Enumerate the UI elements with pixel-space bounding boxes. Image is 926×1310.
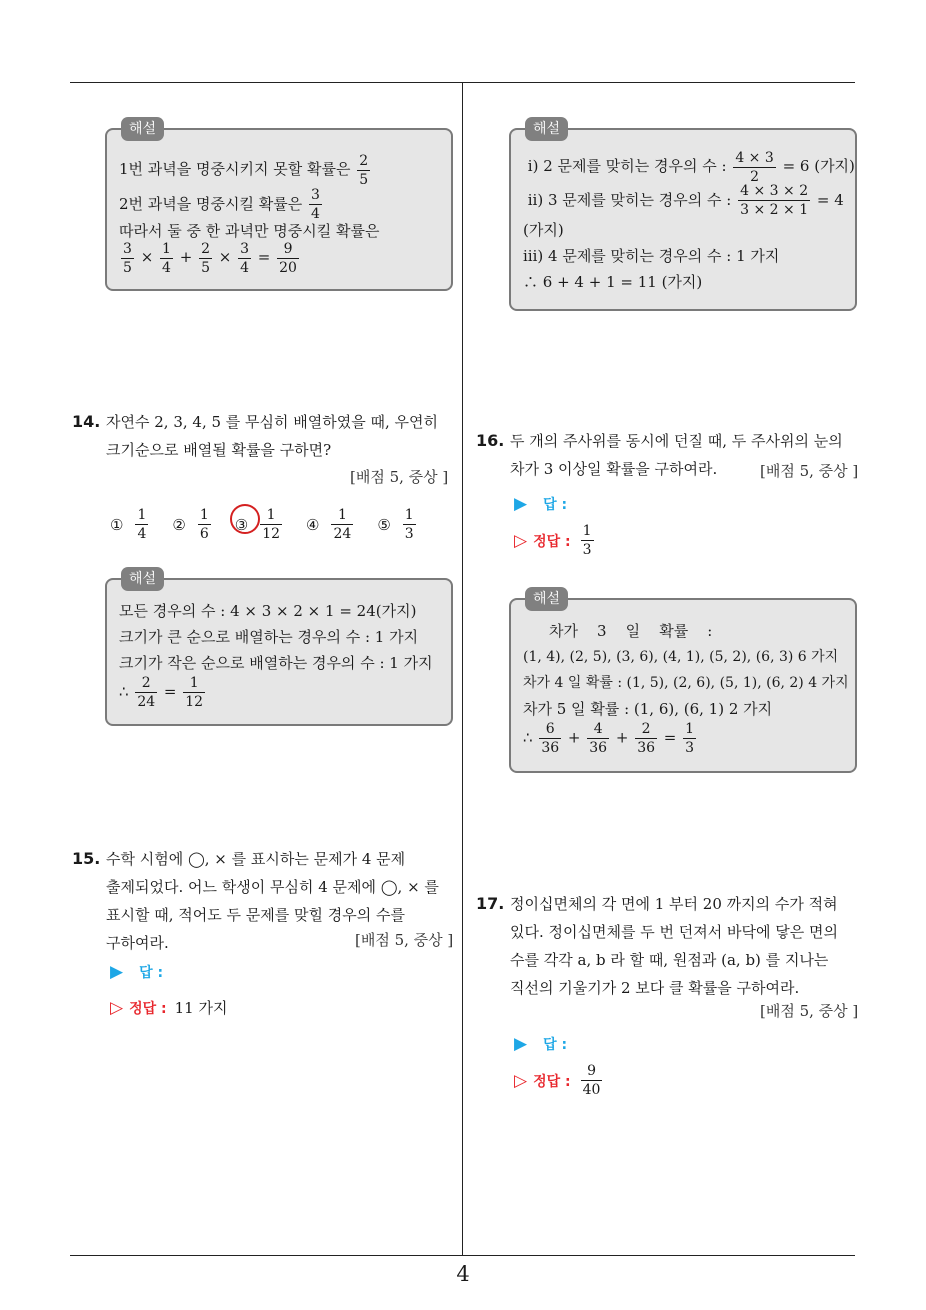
question-number: 14. [72, 412, 101, 431]
choice-5[interactable]: ⑤ $\frac{1}{3}$ [377, 507, 414, 542]
bottom-rule [70, 1255, 855, 1256]
solution-box-16 [509, 591, 857, 773]
solution-line: 2번 과녁을 명중시킬 확률은 $\frac{3}{4}$ [119, 187, 320, 222]
solution-line: 1번 과녁을 명중시키지 못할 확률은 $\frac{2}{5}$ [119, 152, 369, 188]
fraction: $\frac{2}{24}$ [137, 675, 156, 710]
question-text: 수를 각각 a, b 라 할 때, 원점과 (a, b) 를 지나는 [510, 951, 829, 969]
solution-line: 크기가 작은 순으로 배열하는 경우의 수 : 1 가지 [119, 654, 433, 672]
fraction: $\frac{3}{5}$ [123, 240, 132, 276]
choice-4[interactable]: ④ $\frac{1}{24}$ [306, 507, 352, 542]
fraction: $\frac{4 \times 3}{2}$ [735, 149, 774, 185]
question-text: 두 개의 주사위를 동시에 던질 때, 두 주사위의 눈의 [510, 432, 843, 450]
correct-answer: 11 가지 [174, 999, 228, 1017]
question-text: 있다. 정이십면체를 두 번 던져서 바닥에 닿은 면의 [510, 923, 838, 941]
fraction: $\frac{1}{12}$ [185, 675, 204, 710]
question-text: 구하여라. [106, 934, 169, 952]
correct-label: 정답 : [533, 1073, 571, 1090]
score-meta: [배점 5, 중상 ] [760, 1002, 859, 1020]
answer-row [514, 494, 567, 514]
score-meta: [배점 5, 중상 ] [355, 931, 454, 949]
play-triangle-icon: ▶ [514, 494, 528, 514]
solution-box-13 [105, 121, 453, 291]
solution-line: 차가 3 일 확률 : [549, 622, 713, 640]
answer-label: 답 : [543, 497, 568, 513]
question-text: 차가 3 이상일 확률을 구하여라. [510, 460, 718, 478]
solution-line: ⅲ) 4 문제를 맞히는 경우의 수 : 1 가지 [523, 247, 780, 265]
choice-1[interactable]: ① $\frac{1}{4}$ [110, 507, 147, 542]
page-number: 4 [456, 1262, 470, 1286]
question-text: 표시할 때, 적어도 두 문제를 맞힐 경우의 수를 [106, 906, 405, 924]
solution-line: 크기가 큰 순으로 배열하는 경우의 수 : 1 가지 [119, 628, 419, 646]
correct-answer: $\frac{9}{40}$ [582, 1063, 601, 1098]
correct-label: 정답 : [533, 533, 571, 550]
score-meta: [배점 5, 중상 ] [760, 462, 859, 480]
answer-circle-mark [230, 504, 260, 534]
explain-tag: 해설 [121, 567, 164, 591]
fraction: $\frac{1}{3}$ [685, 721, 695, 756]
fraction: $\frac{2}{5}$ [201, 240, 210, 276]
question-text: 정이십면체의 각 면에 1 부터 20 까지의 수가 적혀 [510, 895, 838, 913]
outline-triangle-icon: ▷ [514, 530, 528, 551]
correct-answer: $\frac{1}{3}$ [582, 523, 592, 558]
question-17 [476, 890, 861, 1002]
question-text: 직선의 기울기가 2 보다 클 확률을 구하여라. [510, 979, 800, 997]
choice-3[interactable]: ③ $\frac{1}{12}$ [235, 508, 284, 541]
question-14 [72, 408, 457, 464]
choice-2[interactable]: ② $\frac{1}{6}$ [172, 507, 209, 542]
score-meta: [배점 5, 중상 ] [350, 468, 449, 486]
solution-line: $\frac{3}{5}$ × $\frac{1}{4}$ + $\frac{2}{5}$ × $\frac{3}{4}$ = $\frac{9}{20}$ [123, 240, 297, 276]
solution-line: ⅱ) 3 문제를 맞히는 경우의 수 : $\frac{4 \times 3 \times 2}{3 \times 2 \times 1}$ = 4 [527, 183, 844, 218]
explain-tag: 해설 [121, 117, 164, 141]
solution-line: 모든 경우의 수 : 4 × 3 × 2 × 1 = 24(가지) [119, 602, 417, 620]
fraction: $\frac{1}{4}$ [162, 240, 171, 276]
fraction: $\frac{4}{36}$ [589, 721, 608, 756]
answer-label: 답 : [139, 965, 164, 981]
explain-tag: 해설 [525, 117, 568, 141]
question-number: 16. [476, 431, 505, 450]
solution-box-14 [105, 571, 453, 726]
play-triangle-icon: ▶ [110, 962, 124, 982]
solution-line: ⅰ) 2 문제를 맞히는 경우의 수 : $\frac{4 \times 3}{2}$ = 6 (가지) [527, 149, 855, 185]
correct-label: 정답 : [129, 1000, 167, 1017]
fraction: $\frac{4 \times 3 \times 2}{3 \times 2 \times 1}$ [740, 183, 809, 218]
fraction: $\frac{3}{4}$ [311, 187, 320, 222]
solution-line: 따라서 둘 중 한 과녁만 명중시킬 확률은 [119, 222, 380, 240]
correct-answer-row [514, 1064, 604, 1097]
solution-line: (1, 4), (2, 5), (3, 6), (4, 1), (5, 2), (6, 3) 6 가지 [523, 649, 839, 665]
question-text: 자연수 2, 3, 4, 5 를 무심히 배열하였을 때, 우연히 [106, 413, 439, 431]
column-divider [462, 83, 463, 1255]
fraction: $\frac{2}{36}$ [637, 721, 656, 756]
correct-answer-row [110, 997, 227, 1018]
solution-line: (가지) [523, 221, 564, 239]
fraction: $\frac{9}{20}$ [279, 240, 297, 276]
outline-triangle-icon: ▷ [110, 997, 124, 1018]
question-text: 출제되었다. 어느 학생이 무심히 4 문제에 ◯, × 를 [106, 878, 439, 896]
question-number: 17. [476, 894, 505, 913]
explain-tag: 해설 [525, 587, 568, 611]
question-text: 크기순으로 배열될 확률을 구하면? [106, 441, 332, 459]
fraction: $\frac{3}{4}$ [240, 240, 250, 276]
solution-line: 차가 4 일 확률 : (1, 5), (2, 6), (5, 1), (6, 2) 4 가지 [523, 675, 849, 691]
solution-line: 차가 5 일 확률 : (1, 6), (6, 1) 2 가지 [523, 700, 773, 718]
choice-list [110, 508, 440, 541]
question-number: 15. [72, 849, 101, 868]
fraction: $\frac{2}{5}$ [359, 152, 369, 188]
answer-row [110, 962, 163, 982]
question-text: 수학 시험에 ◯, × 를 표시하는 문제가 4 문제 [106, 850, 406, 868]
play-triangle-icon: ▶ [514, 1034, 528, 1054]
answer-label: 답 : [543, 1037, 568, 1053]
fraction: $\frac{6}{36}$ [541, 721, 560, 756]
solution-line: ∴ 6 + 4 + 1 = 11 (가지) [523, 273, 703, 291]
answer-row [514, 1034, 567, 1054]
solution-box-15 [509, 121, 857, 311]
outline-triangle-icon: ▷ [514, 1070, 528, 1091]
correct-answer-row [514, 524, 596, 557]
solution-line: ∴ $\frac{2}{24}$ = $\frac{1}{12}$ [119, 675, 204, 710]
solution-line: ∴ $\frac{6}{36}$ + $\frac{4}{36}$ + $\frac{2}{36}$ = $\frac{1}{3}$ [523, 721, 695, 756]
